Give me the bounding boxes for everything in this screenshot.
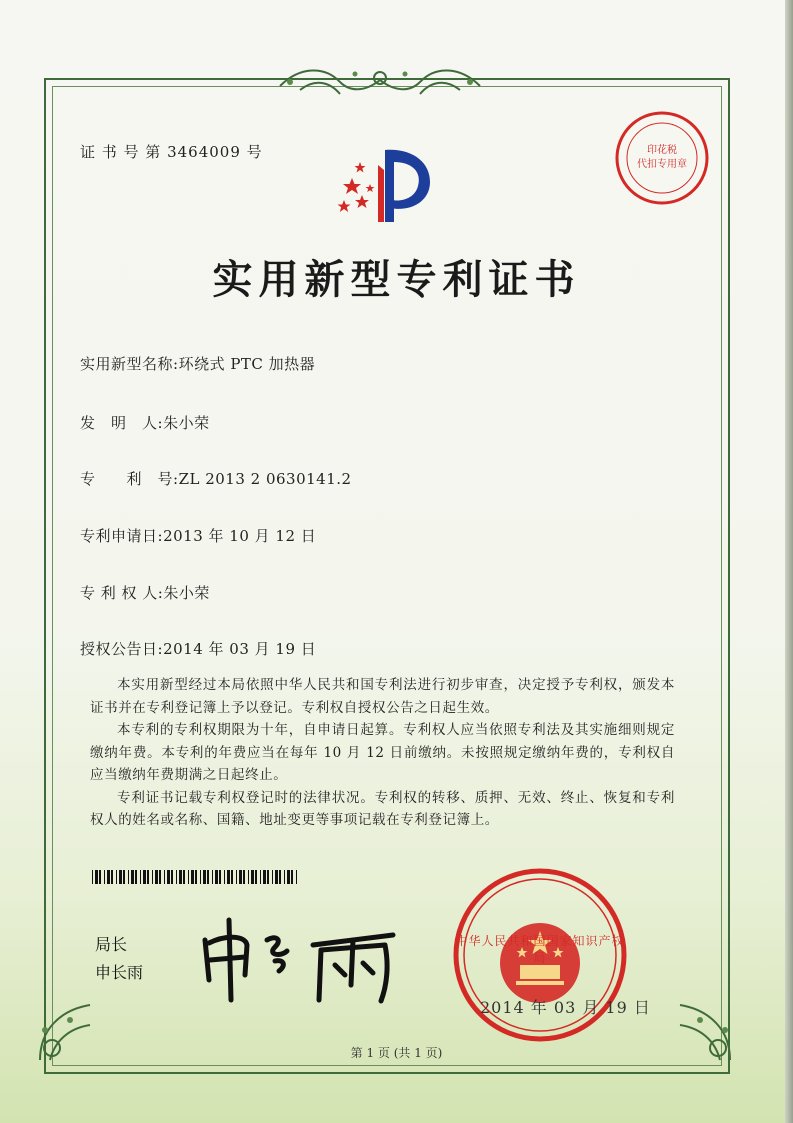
tax-stamp xyxy=(612,108,712,208)
barcode-bar xyxy=(195,870,197,884)
barcode-bar xyxy=(215,870,218,884)
barcode-bar xyxy=(119,870,122,884)
field-value: 朱小荣 xyxy=(163,414,210,432)
document-title: 实用新型专利证书 xyxy=(212,257,581,303)
barcode-bar xyxy=(92,870,93,884)
field-value: 2013 年 10 月 12 日 xyxy=(163,527,317,545)
field-label: 专 利 号: xyxy=(80,470,179,488)
field-grant-date xyxy=(80,638,316,659)
barcode-bar xyxy=(155,870,158,884)
field-value: 环绕式 PTC 加热器 xyxy=(178,355,316,373)
barcode-bar xyxy=(183,870,185,884)
field-inventor xyxy=(80,412,210,433)
field-value: ZL 2013 2 0630141.2 xyxy=(178,470,352,488)
barcode-bar xyxy=(171,870,173,884)
barcode-bar xyxy=(203,870,206,884)
barcode-bar xyxy=(291,870,293,884)
barcode-bar xyxy=(212,870,213,884)
barcode-bar xyxy=(227,870,230,884)
field-label: 发 明 人: xyxy=(80,414,164,432)
barcode-bar xyxy=(260,870,261,884)
top-ornament-icon xyxy=(270,64,490,104)
field-value: 朱小荣 xyxy=(163,584,210,602)
barcode-bar xyxy=(287,870,290,884)
barcode-bar xyxy=(279,870,281,884)
body-paragraph: 本实用新型经过本局依照中华人民共和国专利法进行初步审查，决定授予专利权，颁发本证书并在专利登记簿上予以登记。专利权自授权公告之日起生效。 xyxy=(90,677,675,716)
page-number: 第 1 页 (共 1 页) xyxy=(350,1046,443,1060)
barcode-bar xyxy=(159,870,161,884)
field-label: 专 利 权 人: xyxy=(80,584,164,602)
barcode-icon xyxy=(92,870,297,884)
field-patentee xyxy=(80,582,210,603)
barcode-bar xyxy=(191,870,194,884)
field-label: 专利申请日: xyxy=(80,527,164,545)
tax-stamp-line2: 代扣专用章 xyxy=(637,159,687,170)
barcode-bar xyxy=(131,870,134,884)
seal-text: 中华人民共和国国家知识产权局 xyxy=(455,934,625,965)
barcode-bar xyxy=(111,870,113,884)
field-utility-model-name xyxy=(80,353,315,374)
barcode-bar xyxy=(123,870,125,884)
barcode-bar xyxy=(284,870,285,884)
barcode-bar xyxy=(128,870,129,884)
barcode-bar xyxy=(140,870,141,884)
barcode-bar xyxy=(224,870,225,884)
barcode-bar xyxy=(95,870,98,884)
field-label: 授权公告日: xyxy=(80,640,164,658)
barcode-bar xyxy=(243,870,245,884)
field-label: 实用新型名称: xyxy=(80,355,179,373)
barcode-bar xyxy=(179,870,182,884)
barcode-bar xyxy=(236,870,237,884)
barcode-bar xyxy=(116,870,117,884)
barcode-bar xyxy=(263,870,266,884)
field-patent-number xyxy=(80,468,352,489)
barcode-bar xyxy=(255,870,257,884)
barcode-bar xyxy=(152,870,153,884)
barcode-bar xyxy=(143,870,146,884)
tax-stamp-line1: 印花税 xyxy=(647,145,677,156)
barcode-bar xyxy=(239,870,242,884)
barcode-bar xyxy=(231,870,233,884)
patent-office-emblem-icon xyxy=(330,140,450,230)
field-application-date xyxy=(80,525,316,546)
barcode-bar xyxy=(219,870,221,884)
barcode-bar xyxy=(272,870,273,884)
barcode-bar xyxy=(296,870,297,884)
barcode-bar xyxy=(207,870,209,884)
barcode-bar xyxy=(267,870,269,884)
barcode-bar xyxy=(164,870,165,884)
barcode-bar xyxy=(167,870,170,884)
signatory-name: 申长雨 xyxy=(95,963,144,982)
barcode-bar xyxy=(251,870,254,884)
barcode-bar xyxy=(248,870,249,884)
body-paragraph: 本专利的专利权期限为十年，自申请日起算。专利权人应当依照专利法及其实施细则规定缴纳年费。本专利的年费应当在每年 10 月 12 日前缴纳。未按照规定缴纳年费的，专利权自应当缴纳年费期满之日起终止。 xyxy=(90,722,675,783)
page-edge xyxy=(785,0,793,1123)
barcode-bar xyxy=(188,870,189,884)
barcode-bar xyxy=(200,870,201,884)
certificate-number: 证 书 号 第 3464009 号 xyxy=(80,143,263,161)
barcode-bar xyxy=(99,870,101,884)
barcode-bar xyxy=(104,870,105,884)
seal-date: 2014 年 03 月 19 日 xyxy=(480,998,651,1017)
signatory-title: 局长 xyxy=(95,935,128,954)
barcode-bar xyxy=(107,870,110,884)
barcode-bar xyxy=(176,870,177,884)
handwritten-signature-icon xyxy=(195,905,405,1015)
certificate-body xyxy=(90,674,675,832)
body-paragraph: 专利证书记载专利权登记时的法律状况。专利权的转移、质押、无效、终止、恢复和专利权人的姓名或名称、国籍、地址变更等事项记载在专利登记簿上。 xyxy=(90,789,675,828)
barcode-bar xyxy=(135,870,137,884)
barcode-bar xyxy=(275,870,278,884)
field-value: 2014 年 03 月 19 日 xyxy=(163,640,317,658)
barcode-bar xyxy=(147,870,149,884)
